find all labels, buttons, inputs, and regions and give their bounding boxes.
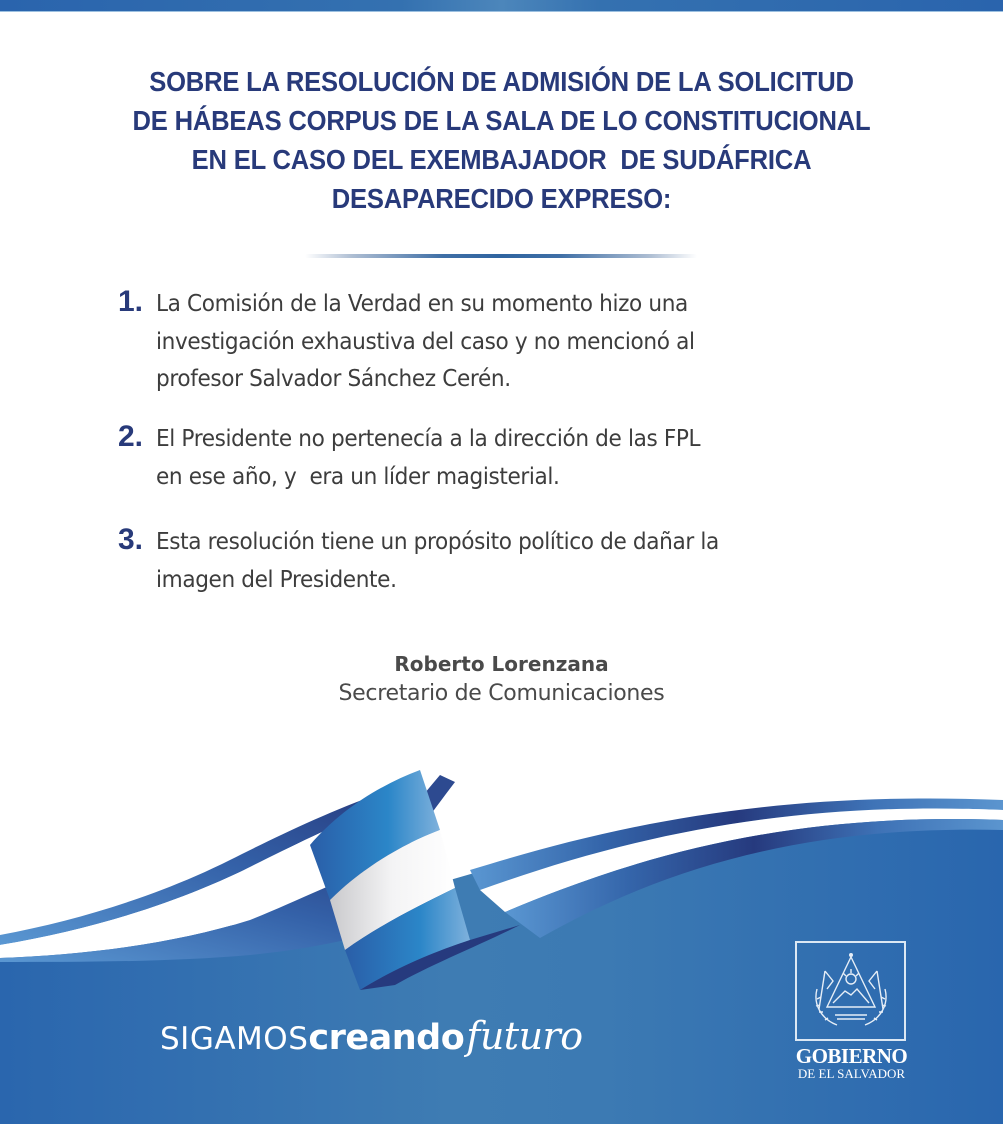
slogan-part-2: creando (308, 1018, 465, 1058)
point-text-line: Esta resolución tiene un propósito político de dañar la (156, 529, 719, 555)
point-text-line: investigación exhaustiva del caso y no mencionó al (156, 328, 695, 355)
point-text-line: imagen del Presidente. (156, 566, 397, 593)
point-text-line: en ese año, y era un líder magisterial. (156, 463, 560, 490)
headline (72, 62, 930, 218)
point-number: 2. (118, 420, 144, 453)
point-text-line: profesor Salvador Sánchez Cerén. (156, 366, 511, 392)
point-number: 1. (118, 285, 144, 318)
point-text (156, 524, 870, 599)
top-accent-bar (0, 0, 1003, 12)
headline-line: DE HÁBEAS CORPUS DE LA SALA DE LO CONSTITUCIONAL (132, 105, 871, 136)
point-text-line: El Presidente no pertenecía a la dirección de las FPL (156, 426, 701, 452)
logo-frame (795, 941, 906, 1041)
slogan-part-3: futuro (466, 1014, 583, 1058)
logo-subtitle: DE EL SALVADOR (797, 1066, 906, 1081)
headline-line: EN EL CASO DEL EXEMBAJADOR DE SUDÁFRICA (191, 144, 812, 175)
government-logo (775, 941, 913, 1091)
headline-line: DESAPARECIDO EXPRESO: (331, 183, 672, 214)
signatory-name: Roberto Lorenzana (394, 652, 609, 676)
point-text (156, 286, 870, 399)
headline-line: SOBRE LA RESOLUCIÓN DE ADMISIÓN DE LA SOLICITUD (149, 66, 854, 97)
slogan-part-1: SIGAMOS (160, 1021, 309, 1057)
point-text (156, 421, 870, 496)
point-number: 3. (118, 523, 144, 556)
signatory-role: Secretario de Comunicaciones (338, 681, 665, 706)
logo-name: GOBIERNO (795, 1044, 908, 1068)
point-text-line: La Comisión de la Verdad en su momento hizo una (156, 291, 688, 317)
slogan (160, 1014, 583, 1074)
coat-of-arms-icon (803, 949, 899, 1033)
divider-line (305, 254, 697, 258)
signature-block (250, 650, 753, 710)
